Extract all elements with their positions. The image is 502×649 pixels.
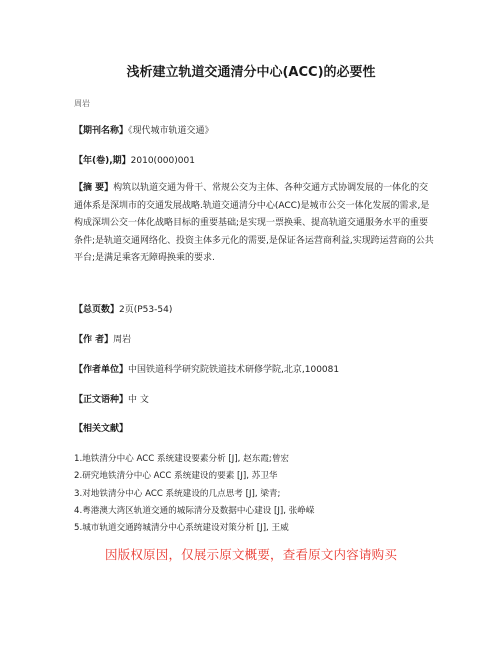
related-label: 【相关文献】 xyxy=(74,424,129,434)
journal-field xyxy=(74,123,434,141)
copyright-notice[interactable]: 因版权原因，仅展示原文概要，查看原文内容请购买 xyxy=(104,547,398,562)
affiliation-field xyxy=(74,362,434,380)
reference-item[interactable]: 5.城市轨道交通跨城清分中心系统建设对策分析 [J], 王威 xyxy=(74,523,289,534)
related-field xyxy=(74,421,434,439)
pages-value: 2页(P53-54) xyxy=(119,305,173,315)
journal-label: 【期刊名称】 xyxy=(74,126,129,136)
reference-item[interactable]: 1.地铁清分中心 ACC 系统建设要素分析 [J], 赵东霞;曾宏 xyxy=(74,454,290,464)
reference-item[interactable]: 2.研究地铁清分中心 ACC 系统建设的要素 [J], 苏卫华 xyxy=(74,471,278,482)
abstract-field xyxy=(74,180,434,268)
affiliation-label: 【作者单位】 xyxy=(74,365,129,375)
author-value: 周岩 xyxy=(113,335,132,345)
abstract-text: 构筑以轨道交通为骨干、常规公交为主体、各种交通方式协调发展的一体化的交通体系是深圳市的交通发展战略.轨道交通清分中心(ACC)是城市公交一体化发展的需求,是构成深圳公交一体化战略目标的重要基础;是实现一票换乘、提高轨道交通服务水平的重要条件;是轨道交通网络化、投资主体多元化的需要,是保证各运营商利益,实现跨运营商的公共平台;是满足乘客无障碍换乘的要求. xyxy=(74,183,434,263)
pages-label: 【总页数】 xyxy=(74,305,120,315)
pages-field xyxy=(74,302,434,320)
year-issue-value: 2010(000)001 xyxy=(130,156,195,166)
reference-item[interactable]: 4.粤港澳大湾区轨道交通的城际清分及数据中心建设 [J], 张峥嵘 xyxy=(74,505,315,516)
document-title: 浅析建立轨道交通清分中心(ACC)的必要性 xyxy=(126,65,376,80)
language-value: 中 文 xyxy=(128,395,149,405)
year-issue-field xyxy=(74,153,434,171)
author-byline: 周岩 xyxy=(74,99,90,108)
abstract-label: 【摘 要】 xyxy=(74,183,114,193)
reference-list xyxy=(74,451,444,537)
language-label: 【正文语种】 xyxy=(74,395,129,405)
author-label: 【作 者】 xyxy=(74,335,114,345)
journal-value: 《现代城市轨道交通》 xyxy=(128,126,214,136)
language-field xyxy=(74,392,434,410)
reference-item[interactable]: 3.对地铁清分中心 ACC 系统建设的几点思考 [J], 梁青; xyxy=(74,488,281,499)
affiliation-value: 中国铁道科学研究院铁道技术研修学院,北京,100081 xyxy=(128,365,340,375)
author-field xyxy=(74,332,434,350)
year-issue-label: 【年(卷),期】 xyxy=(74,156,131,166)
